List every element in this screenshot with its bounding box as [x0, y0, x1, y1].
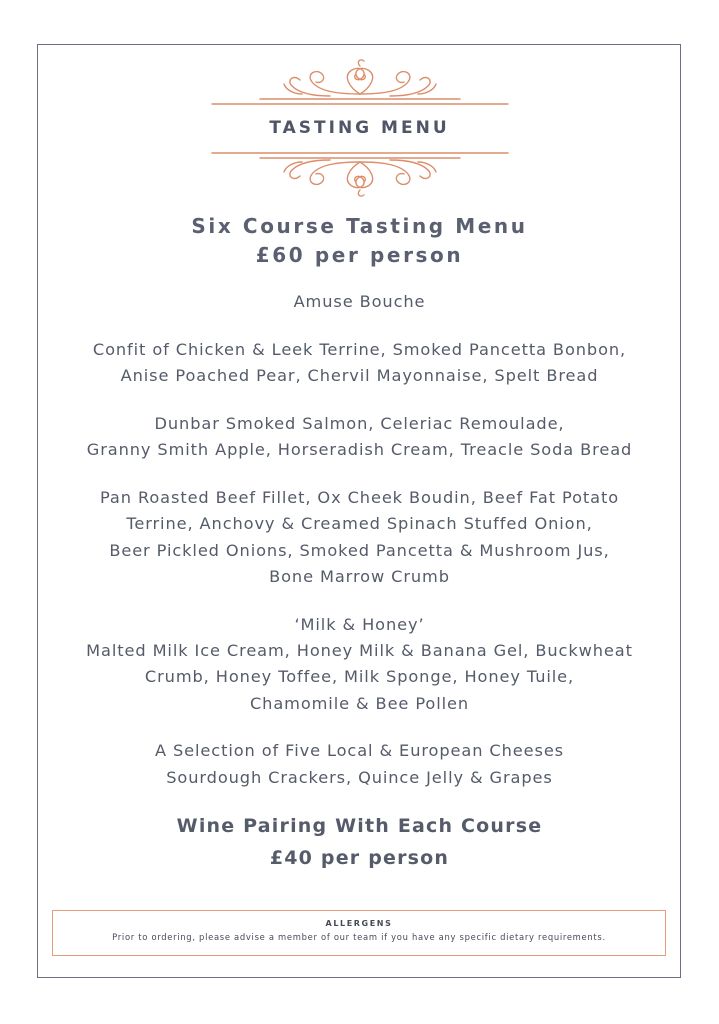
- course-line: Malted Milk Ice Cream, Honey Milk & Banana Gel, Buckwheat: [86, 640, 633, 660]
- course-line: Sourdough Crackers, Quince Jelly & Grapes: [166, 767, 553, 787]
- bottom-flourish-ornament: [0, 150, 719, 200]
- course-milk-and-honey: [40, 612, 679, 717]
- tasting-menu-price: £60 per person: [255, 243, 464, 267]
- course-cheese-selection: [40, 738, 679, 791]
- top-flourish-ornament: [0, 58, 719, 106]
- course-line: A Selection of Five Local & European Cheeses: [154, 741, 565, 761]
- course-smoked-salmon: [40, 411, 679, 464]
- course-line: Amuse Bouche: [293, 292, 426, 311]
- course-line: ‘Milk & Honey’: [294, 614, 425, 634]
- course-line: Granny Smith Apple, Horseradish Cream, Treacle Soda Bread: [86, 440, 633, 460]
- course-line: Beer Pickled Onions, Smoked Pancetta & Mushroom Jus,: [109, 540, 610, 560]
- course-line: Dunbar Smoked Salmon, Celeriac Remoulade,: [154, 413, 565, 433]
- wine-pairing-price: £40 per person: [269, 847, 450, 869]
- allergens-text: Prior to ordering, please advise a member of our team if you have any specific dietary requirements.: [112, 932, 606, 942]
- wine-pairing-heading: Wine Pairing With Each Course: [176, 815, 543, 837]
- tasting-menu-heading: Six Course Tasting Menu: [191, 214, 528, 238]
- allergens-notice: [52, 910, 666, 956]
- course-line: Chamomile & Bee Pollen: [249, 693, 470, 713]
- course-beef-fillet: [40, 485, 679, 590]
- allergens-title: ALLERGENS: [325, 919, 393, 928]
- course-chicken-terrine: [40, 337, 679, 390]
- course-line: Bone Marrow Crumb: [269, 566, 450, 586]
- course-line: Terrine, Anchovy & Creamed Spinach Stuffed Onion,: [126, 514, 593, 534]
- course-amuse-bouche: [40, 289, 679, 315]
- course-line: Anise Poached Pear, Chervil Mayonnaise, Spelt Bread: [120, 366, 599, 386]
- menu-title: TASTING MENU: [269, 118, 450, 138]
- course-line: Confit of Chicken & Leek Terrine, Smoked Pancetta Bonbon,: [92, 339, 627, 359]
- course-line: Pan Roasted Beef Fillet, Ox Cheek Boudin, Beef Fat Potato: [99, 487, 620, 507]
- course-list: [40, 289, 679, 812]
- course-line: Crumb, Honey Toffee, Milk Sponge, Honey Tuile,: [144, 667, 575, 687]
